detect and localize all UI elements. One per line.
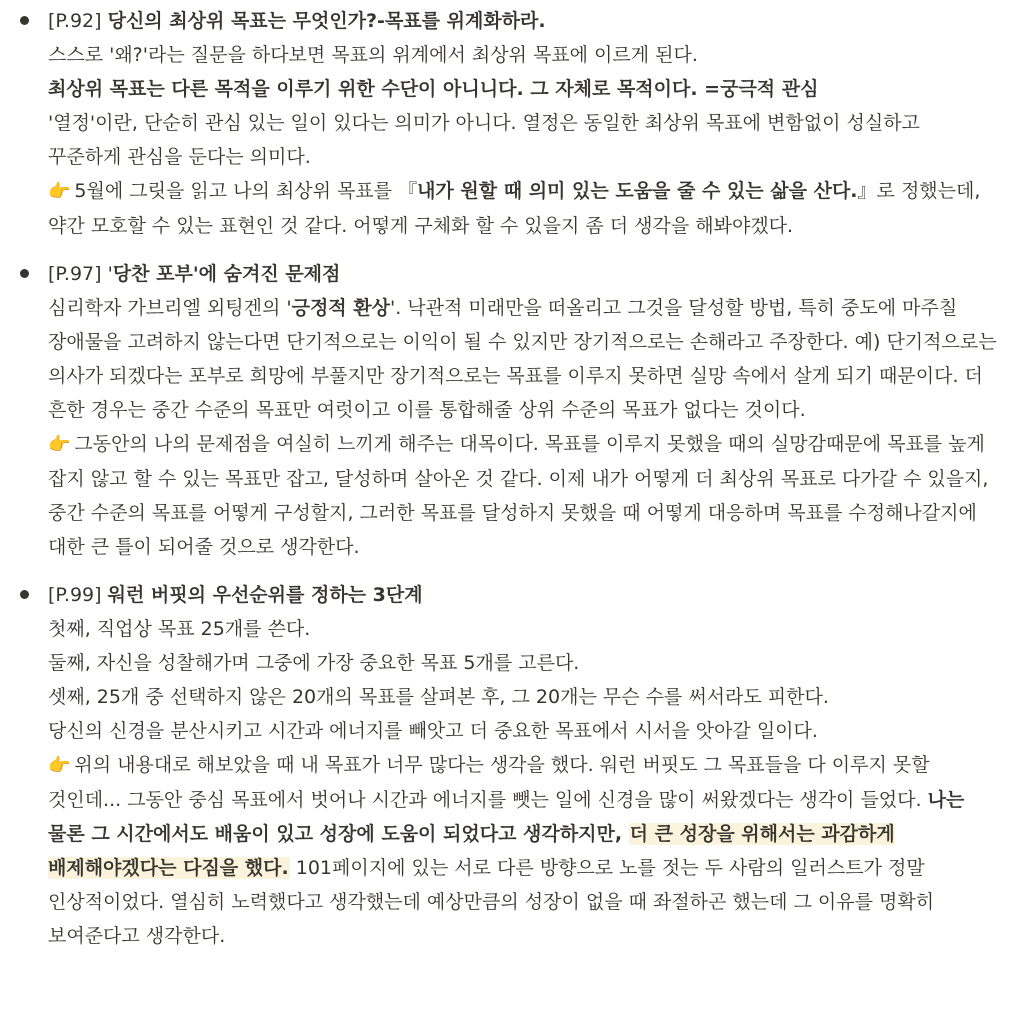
pointing-hand-icon: 👉 [48,181,71,202]
item-title: 당찬 포부 [112,263,193,285]
title-quote-open: ' [107,263,113,285]
quote-close: 』 [857,180,877,202]
para-suffix: '. 낙관적 미래만을 떠올리고 그것을 달성할 방법, 특히 중도에 마주칠 장애물을 고려하지 않는다면 단기적으로는 이익이 될 수 있지만 장기적으로는 손해라고 주장한다. 예) 단기적으로는 의사가 되겠다는 포부로 희망에 부풀지만 장기적으로는 목표를 이루지 못하면 실망 속에서 살게 되기 때문이다. 더 흔한 경우는 중간 수준의 목표만 여럿이고 이를 통합해줄 상위 수준의 목표가 없다는 것이다. [48,297,997,421]
page-reference: [P.97] [48,263,102,285]
item-title: 당신의 최상위 목표는 무엇인가?-목표를 위계화하라. [107,10,546,32]
note-paragraph [48,174,997,243]
note-text: 그동안의 나의 문제점을 여실히 느끼게 해주는 대목이다. 목표를 이루지 못했을 때의 실망감때문에 목표를 높게 잡지 않고 할 수 있는 목표만 잡고, 달성하며 살아온 것 같다. 이제 내가 어떻게 더 최상위 목표로 다가갈 수 있을지, 중간 수준의 목표를 어떻게 구성할지, 그러한 목표를 달성하지 못했을 때 어떻게 대응하며 목표를 수정해나갈지에 대한 큰 틀이 되어줄 것으로 생각한다. [48,433,989,558]
step-line: 당신의 신경을 분산시키고 시간과 에너지를 빼앗고 더 중요한 목표에서 시서을 앗아갈 일이다. [48,720,818,742]
pointing-hand-icon: 👉 [48,434,71,455]
page-reference: [P.99] [48,584,102,606]
note-paragraph [48,748,997,953]
bold-statement-tail: =궁극적 관심 [697,78,819,100]
list-item [14,257,997,564]
para-bold-term: 긍정적 환상 [291,297,390,319]
pointing-hand-icon: 👉 [48,755,71,776]
quote-open: 『 [398,180,418,202]
para-prefix: 심리학자 가브리엘 외팅겐의 ' [48,297,292,319]
note-suffix: 101페이지에 있는 서로 다른 방향으로 노를 젓는 두 사람의 일러스트가 정말 인상적이었다. 열심히 노력했다고 생각했는데 예상만큼의 성장이 없을 때 좌절하곤 했는데 그 이유를 명확히 보여준다고 생각한다. [48,857,935,947]
item-heading [48,578,997,612]
list-item [14,578,997,953]
note-prefix: 위의 내용대로 해보았을 때 내 목표가 너무 많다는 생각을 했다. 워런 버핏도 그 목표들을 다 이루지 못할 것인데... 그동안 중심 목표에서 벗어나 시간과 에너지를 뺏는 일에 신경을 많이 써왔겠다는 생각이 들었다. [48,754,930,811]
note-prefix: 5월에 그릿을 읽고 나의 최상위 목표를 [74,180,399,202]
bold-statement [48,72,997,106]
body-line: 스스로 '왜?'라는 질문을 하다보면 목표의 위계에서 최상위 목표에 이르게 된다. [48,44,698,66]
page-reference: [P.92] [48,10,102,32]
body-paragraph: '열정'이란, 단순히 관심 있는 일이 있다는 의미가 아니다. 열정은 동일한 최상위 목표에 변함없이 성실하고 꾸준하게 관심을 둔다는 의미다. [48,112,920,168]
bullet-dot [20,269,29,278]
note-suffix: 로 정했는데, 약간 모호할 수 있는 표현인 것 같다. 어떻게 구체화 할 수 있을지 좀 더 생각을 해봐야겠다. [48,180,981,237]
item-heading [48,257,997,291]
note-highlight: 더 큰 성장을 위해서는 과감하게 배제해야겠다는 다짐을 했다. [48,823,895,879]
goal-quote: 내가 원할 때 의미 있는 도움을 줄 수 있는 삶을 산다. [417,180,858,202]
item-heading [48,4,997,38]
bullet-dot [20,590,29,599]
bullet-list [14,4,997,953]
list-item [14,4,997,243]
step-line: 첫째, 직업상 목표 25개를 쓴다. [48,618,311,640]
step-line: 둘째, 자신을 성찰해가며 그중에 가장 중요한 목표 5개를 고른다. [48,652,580,674]
note-bold: 나는 물론 그 시간에서도 배움이 있고 성장에 도움이 되었다고 생각하지만, [48,789,965,845]
note-paragraph [48,427,997,564]
step-line: 셋째, 25개 중 선택하지 않은 20개의 목표를 살펴본 후, 그 20개는 무슨 수를 써서라도 피한다. [48,686,829,708]
item-title: 워런 버핏의 우선순위를 정하는 3단계 [107,584,423,606]
body-paragraph [48,291,997,427]
bold-statement-main: 최상위 목표는 다른 목적을 이루기 위한 수단이 아니니다. 그 자체로 목적이다. [48,78,698,100]
bullet-dot [20,16,29,25]
item-title-rest: '에 숨겨진 문제점 [192,263,341,285]
